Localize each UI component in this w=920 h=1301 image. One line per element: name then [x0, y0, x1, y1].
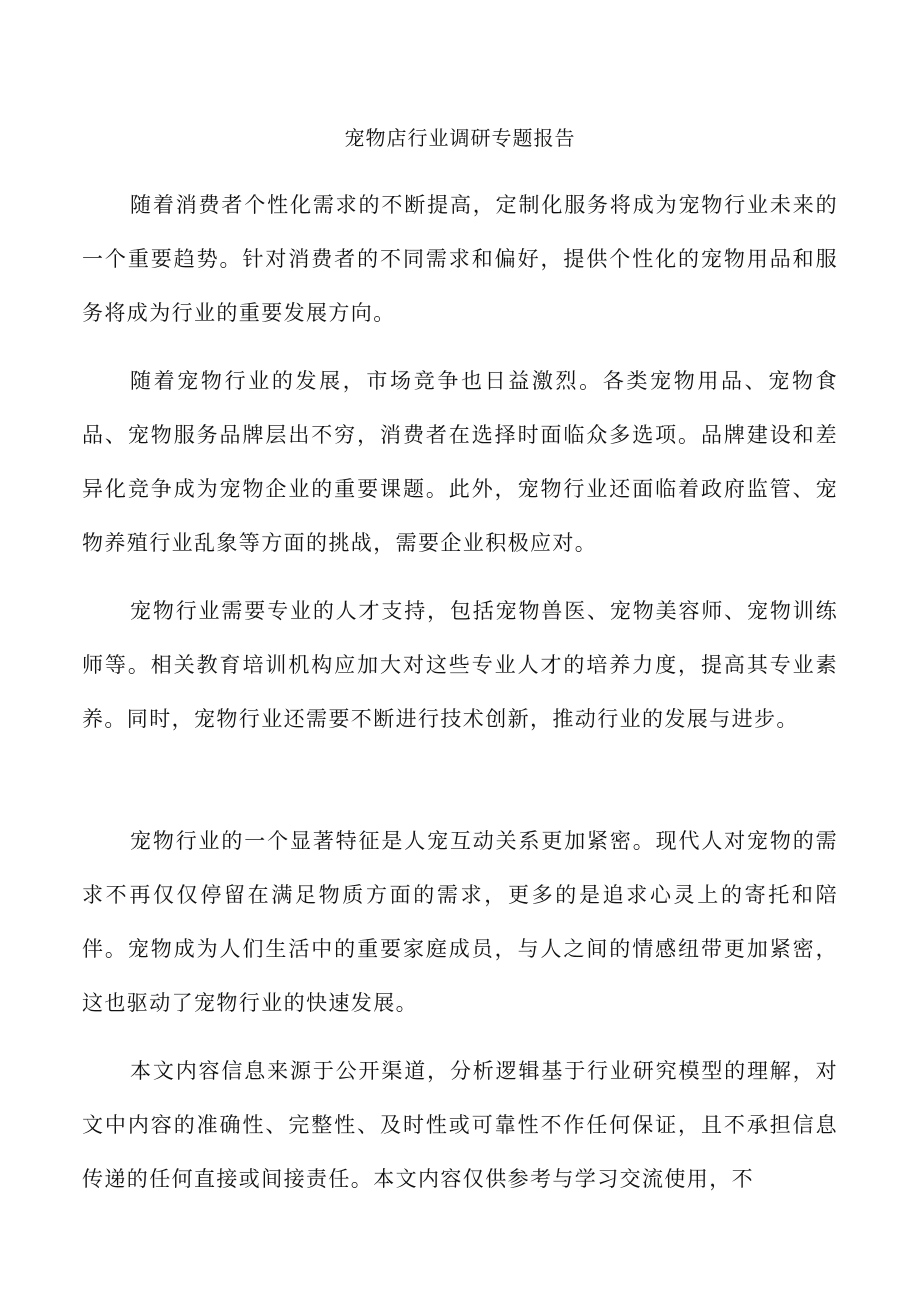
paragraph-market-competition: 随着宠物行业的发展，市场竞争也日益激烈。各类宠物用品、宠物食品、宠物服务品牌层出不穷，消费者在选择时面临众多选项。品牌建设和差异化竞争成为宠物企业的重要课题。此外，宠物行业还面临着政府监管、宠物养殖行业乱象等方面的挑战，需要企业积极应对。 — [82, 369, 838, 555]
document-body — [82, 178, 838, 1220]
page-title: 宠物店行业调研专题报告 — [344, 126, 576, 150]
paragraph-human-pet-interaction: 宠物行业的一个显著特征是人宠互动关系更加紧密。现代人对宠物的需求不再仅仅停留在满足物质方面的需求，更多的是追求心灵上的寄托和陪伴。宠物成为人们生活中的重要家庭成员，与人之间的情感纽带更加紧密，这也驱动了宠物行业的快速发展。 — [82, 829, 838, 1015]
paragraph-customization-trend: 随着消费者个性化需求的不断提高，定制化服务将成为宠物行业未来的一个重要趋势。针对消费者的不同需求和偏好，提供个性化的宠物用品和服务将成为行业的重要发展方向。 — [82, 193, 838, 325]
paragraph-talent-support: 宠物行业需要专业的人才支持，包括宠物兽医、宠物美容师、宠物训练师等。相关教育培训机构应加大对这些专业人才的培养力度，提高其专业素养。同时，宠物行业还需要不断进行技术创新，推动行业的发展与进步。 — [82, 599, 838, 731]
paragraph-disclaimer: 本文内容信息来源于公开渠道，分析逻辑基于行业研究模型的理解，对文中内容的准确性、完整性、及时性或可靠性不作任何保证，且不承担信息传递的任何直接或间接责任。本文内容仅供参考与学习交流使用，不 — [82, 1059, 838, 1191]
